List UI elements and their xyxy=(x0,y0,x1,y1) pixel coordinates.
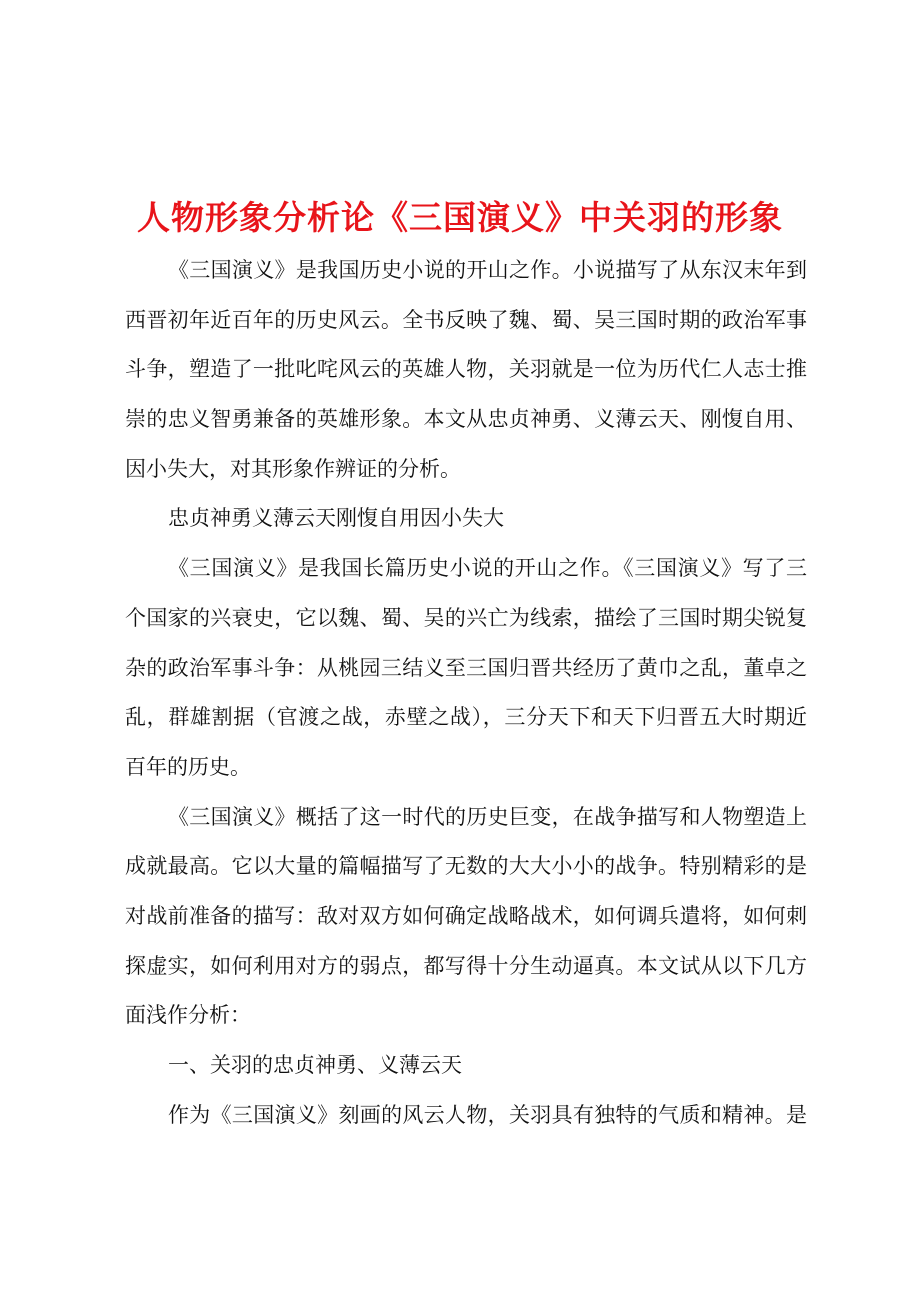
text-line: 杂的政治军事斗争：从桃园三结义至三国归晋共经历了黄巾之乱，董卓之 xyxy=(125,655,807,680)
text-line: 《三国演义》是我国历史小说的开山之作。小说描写了从东汉末年到 xyxy=(168,258,807,282)
text-line: 个国家的兴衰史，它以魏、蜀、吴的兴亡为线索，描绘了三国时期尖锐复 xyxy=(125,605,807,630)
text-line: 对战前准备的描写：敌对双方如何确定战略战术，如何调兵遣将，如何刺 xyxy=(125,903,807,928)
text-line: 百年的历史。 xyxy=(125,754,251,779)
text-line: 一、关羽的忠贞神勇、义薄云天 xyxy=(168,1053,462,1077)
text-line: 《三国演义》概括了这一时代的历史巨变，在战争描写和人物塑造上 xyxy=(168,804,807,829)
paragraph xyxy=(125,793,807,1041)
text-line: 面浅作分析： xyxy=(125,1003,251,1028)
text-line: 作为《三国演义》刻画的风云人物，关羽具有独特的气质和精神。是 xyxy=(168,1102,807,1127)
text-line: 《三国演义》是我国长篇历史小说的开山之作。《三国演义》写了三 xyxy=(168,556,807,581)
paragraph xyxy=(125,544,807,792)
paragraph xyxy=(125,1091,807,1141)
text-line: 成就最高。它以大量的篇幅描写了无数的大大小小的战争。特别精彩的是 xyxy=(125,854,807,879)
text-line: 斗争，塑造了一批叱咤风云的英雄人物，关羽就是一位为历代仁人志士推 xyxy=(125,357,807,382)
text-line: 忠贞神勇义薄云天刚愎自用因小失大 xyxy=(168,506,504,531)
text-line: 乱，群雄割据（官渡之战，赤壁之战），三分天下和天下归晋五大时期近 xyxy=(125,705,807,730)
text-line: 因小失大，对其形象作辨证的分析。 xyxy=(125,456,461,481)
paragraph xyxy=(125,1041,807,1091)
text-line: 西晋初年近百年的历史风云。全书反映了魏、蜀、吴三国时期的政治军事 xyxy=(125,307,807,332)
document-title: 人物形象分析论《三国演义》中关羽的形象 xyxy=(137,198,783,237)
text-line: 探虚实，如何利用对方的弱点，都写得十分生动逼真。本文试从以下几方 xyxy=(125,953,807,978)
paragraph xyxy=(125,246,807,494)
paragraph xyxy=(125,494,807,544)
text-line: 崇的忠义智勇兼备的英雄形象。本文从忠贞神勇、义薄云天、刚愎自用、 xyxy=(125,407,807,432)
document-body xyxy=(125,246,807,1140)
